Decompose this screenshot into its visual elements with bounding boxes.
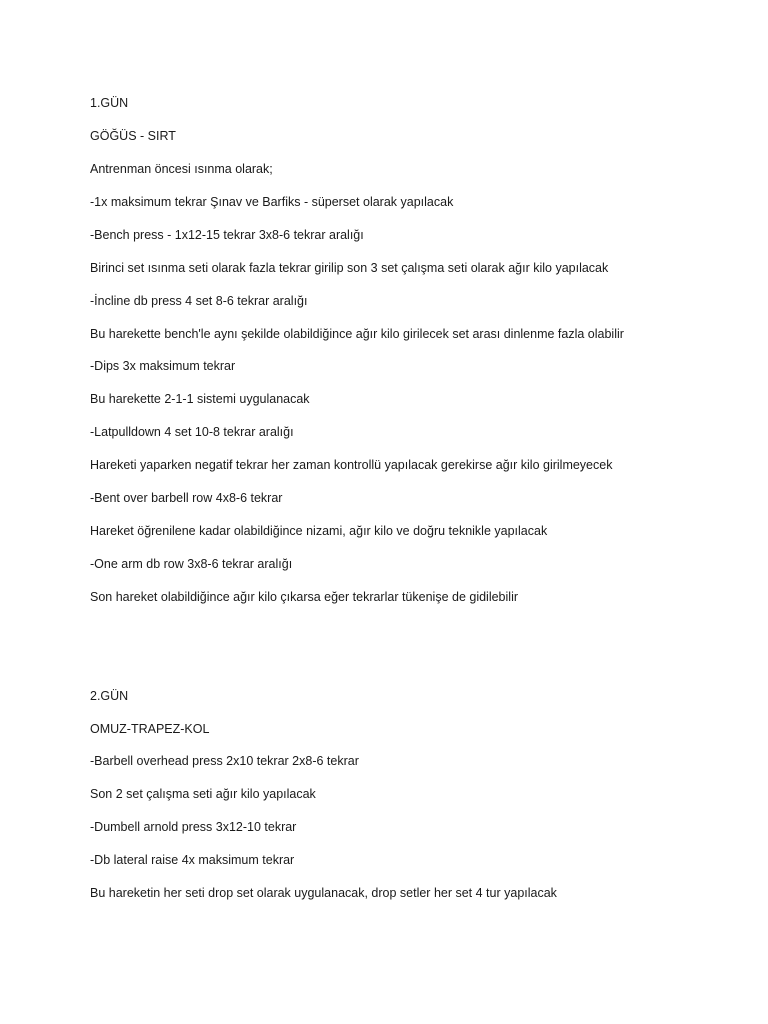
day1-line: Hareketi yaparken negatif tekrar her zaman kontrollü yapılacak gerekirse ağır kilo girilmeyecek (90, 458, 613, 472)
day1-line: Antrenman öncesi ısınma olarak; (90, 162, 273, 176)
day1-line: -Bench press - 1x12-15 tekrar 3x8-6 tekrar aralığı (90, 228, 364, 242)
day1-line: -İncline db press 4 set 8-6 tekrar aralığı (90, 294, 308, 308)
day1-line: Bu harekette bench'le aynı şekilde olabildiğince ağır kilo girilecek set arası dinlenme fazla olabilir (90, 327, 624, 341)
day2-line: -Dumbell arnold press 3x12-10 tekrar (90, 820, 297, 834)
day2-title: 2.GÜN (90, 689, 129, 703)
day2-line: -Barbell overhead press 2x10 tekrar 2x8-6 tekrar (90, 754, 359, 768)
day1-line: -1x maksimum tekrar Şınav ve Barfiks - süperset olarak yapılacak (90, 195, 454, 209)
day2-line: Son 2 set çalışma seti ağır kilo yapılacak (90, 787, 316, 801)
day1-line: Bu harekette 2-1-1 sistemi uygulanacak (90, 392, 310, 406)
day1-line: -Bent over barbell row 4x8-6 tekrar (90, 491, 283, 505)
day2-line: -Db lateral raise 4x maksimum tekrar (90, 853, 295, 867)
day1-line: -One arm db row 3x8-6 tekrar aralığı (90, 557, 293, 571)
day1-line: Hareket öğrenilene kadar olabildiğince nizami, ağır kilo ve doğru teknikle yapılacak (90, 524, 548, 538)
day1-title: 1.GÜN (90, 96, 129, 110)
day1-line: -Dips 3x maksimum tekrar (90, 359, 236, 373)
day1-subtitle: GÖĞÜS - SIRT (90, 129, 176, 143)
day1-line: Birinci set ısınma seti olarak fazla tekrar girilip son 3 set çalışma seti olarak ağır kilo yapılacak (90, 261, 609, 275)
day1-line: Son hareket olabildiğince ağır kilo çıkarsa eğer tekrarlar tükenişe de gidilebilir (90, 590, 519, 604)
day1-line: -Latpulldown 4 set 10-8 tekrar aralığı (90, 425, 294, 439)
day2-line: Bu hareketin her seti drop set olarak uygulanacak, drop setler her set 4 tur yapılacak (90, 886, 557, 900)
day2-subtitle: OMUZ-TRAPEZ-KOL (90, 722, 210, 736)
